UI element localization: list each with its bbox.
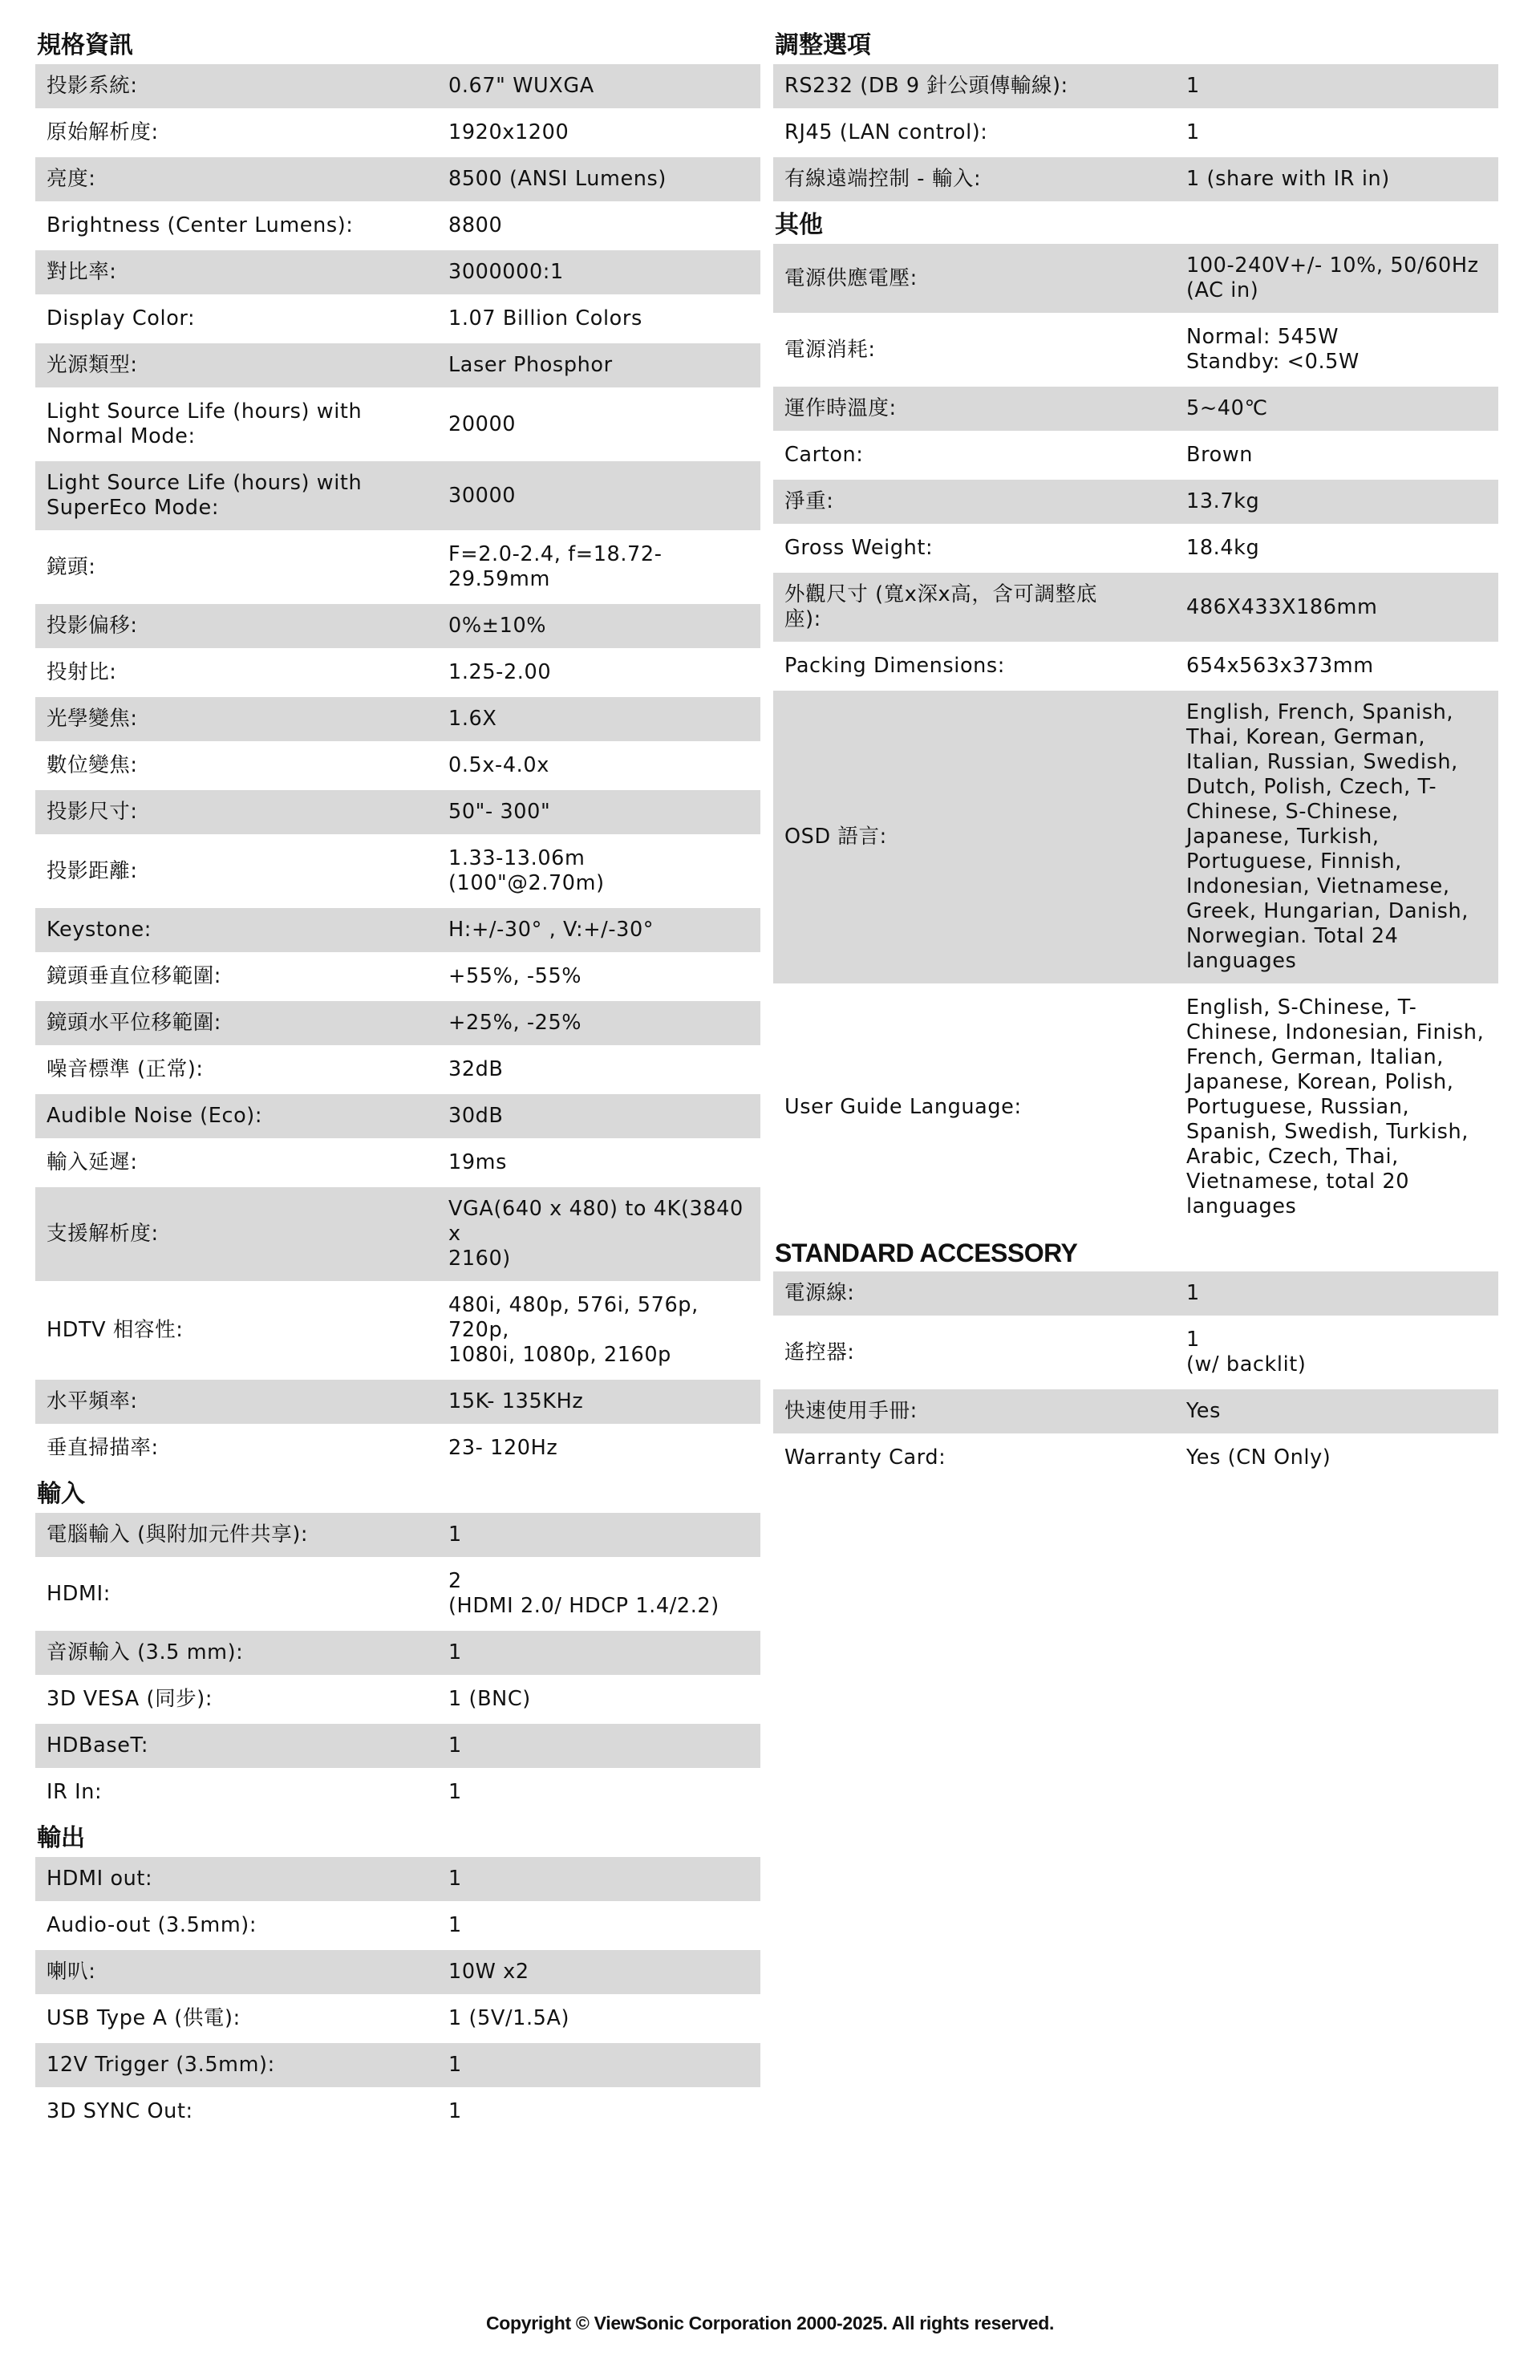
spec-value: 19ms	[437, 1140, 760, 1186]
spec-label: Warranty Card:	[773, 1435, 1175, 1482]
spec-label: 有線遠端控制 - 輸入:	[773, 156, 1175, 203]
spec-row	[35, 1630, 760, 1677]
spec-value: 654x563x373mm	[1175, 643, 1498, 690]
spec-label: HDMI out:	[35, 1857, 437, 1903]
left-column	[35, 24, 760, 2136]
left-section-2	[35, 1817, 760, 2136]
spec-value: 18.4kg	[1175, 525, 1498, 572]
spec-value: English, S-Chinese, T- Chinese, Indonesian, Finish, French, German, Italian, Japanese, Korean, Polish, Portuguese, Russian, Spanish, Swedish, Turkish, Arabic, Czech, Thai, Vietnamese, total 20 languages	[1175, 985, 1498, 1231]
spec-value: Yes	[1175, 1389, 1498, 1435]
spec-row	[35, 1140, 760, 1186]
spec-value: 13.7kg	[1175, 479, 1498, 525]
spec-label: OSD 語言:	[773, 690, 1175, 985]
spec-row	[35, 1093, 760, 1140]
spec-value: 2 (HDMI 2.0/ HDCP 1.4/2.2)	[437, 1559, 760, 1630]
spec-row	[35, 2042, 760, 2089]
spec-row	[35, 389, 760, 460]
right-section-2	[773, 1231, 1498, 1482]
spec-label: Packing Dimensions:	[773, 643, 1175, 690]
spec-label: 垂直掃描率:	[35, 1425, 437, 1472]
spec-row	[35, 743, 760, 789]
spec-value: 3000000:1	[437, 249, 760, 296]
spec-row	[35, 156, 760, 203]
spec-label: Keystone:	[35, 907, 437, 954]
spec-value: 1.07 Billion Colors	[437, 296, 760, 343]
spec-label: 光源類型:	[35, 343, 437, 389]
spec-label: 外觀尺寸 (寬x深x高，含可調整底 座):	[773, 572, 1175, 643]
spec-label: 喇叭:	[35, 1949, 437, 1996]
spec-label: 投影系統:	[35, 64, 437, 110]
spec-row	[35, 1186, 760, 1283]
spec-label: 電腦輸入 (與附加元件共享):	[35, 1513, 437, 1559]
spec-label: 鏡頭水平位移範圍:	[35, 1000, 437, 1047]
spec-row	[35, 603, 760, 650]
spec-label: Light Source Life (hours) with SuperEco Mode:	[35, 460, 437, 532]
spec-value: 1.25-2.00	[437, 650, 760, 696]
spec-value: 1	[437, 1630, 760, 1677]
copyright-footer: Copyright © ViewSonic Corporation 2000-2025. All rights reserved.	[485, 2313, 1055, 2333]
spec-label: 電源供應電壓:	[773, 244, 1175, 314]
spec-value: 8500 (ANSI Lumens)	[437, 156, 760, 203]
spec-row	[773, 110, 1498, 156]
spec-value: 1 (share with IR in)	[1175, 156, 1498, 203]
spec-row	[35, 343, 760, 389]
spec-value: 1	[437, 1770, 760, 1816]
spec-label: User Guide Language:	[773, 985, 1175, 1231]
spec-row	[35, 1425, 760, 1472]
spec-label: RS232 (DB 9 針公頭傳輸線):	[773, 64, 1175, 110]
spec-value: Yes (CN Only)	[1175, 1435, 1498, 1482]
spec-row	[773, 525, 1498, 572]
spec-row	[773, 985, 1498, 1231]
spec-label: 投影偏移:	[35, 603, 437, 650]
spec-label: 投射比:	[35, 650, 437, 696]
spec-row	[35, 1903, 760, 1949]
spec-label: HDTV 相容性:	[35, 1283, 437, 1379]
spec-value: 0.67" WUXGA	[437, 64, 760, 110]
spec-value: 1 (5V/1.5A)	[437, 1996, 760, 2042]
spec-row	[773, 1435, 1498, 1482]
spec-value: 32dB	[437, 1047, 760, 1093]
spec-label: 鏡頭垂直位移範圍:	[35, 954, 437, 1000]
spec-label: 淨重:	[773, 479, 1175, 525]
spec-value: 1920x1200	[437, 110, 760, 156]
spec-label: 快速使用手冊:	[773, 1389, 1175, 1435]
spec-row	[35, 1283, 760, 1379]
spec-value: 1	[437, 1723, 760, 1770]
spec-label: HDMI:	[35, 1559, 437, 1630]
spec-row	[35, 1949, 760, 1996]
spec-row	[773, 479, 1498, 525]
spec-table	[35, 1513, 760, 1817]
spec-value: H:+/-30° , V:+/-30°	[437, 907, 760, 954]
spec-row	[35, 2089, 760, 2135]
spec-row	[773, 432, 1498, 479]
spec-table	[773, 64, 1498, 204]
spec-label: 鏡頭:	[35, 532, 437, 603]
spec-value: 0.5x-4.0x	[437, 743, 760, 789]
spec-row	[35, 1513, 760, 1559]
spec-value: 5~40℃	[1175, 386, 1498, 432]
spec-label: HDBaseT:	[35, 1723, 437, 1770]
spec-value: 1	[1175, 1271, 1498, 1317]
spec-label: 遙控器:	[773, 1317, 1175, 1389]
spec-value: 20000	[437, 389, 760, 460]
spec-label: 輸入延遲:	[35, 1140, 437, 1186]
right-section-1	[773, 204, 1498, 1231]
spec-table	[35, 1857, 760, 2136]
spec-value: English, French, Spanish, Thai, Korean, German, Italian, Russian, Swedish, Dutch, Polish, Czech, T- Chinese, S-Chinese, Japanese, Turkish, Portuguese, Finnish, Indonesian, Vietnamese, Greek, Hungarian, Danish, Norwegian. Total 24 languages	[1175, 690, 1498, 985]
spec-value: 50"- 300"	[437, 789, 760, 836]
spec-row	[35, 532, 760, 603]
spec-table	[773, 1271, 1498, 1482]
spec-value: Normal: 545W Standby: <0.5W	[1175, 314, 1498, 386]
spec-row	[35, 836, 760, 907]
spec-value: 480i, 480p, 576i, 576p, 720p, 1080i, 1080p, 2160p	[437, 1283, 760, 1379]
section-title: 輸出	[37, 1824, 85, 1852]
spec-value: F=2.0-2.4, f=18.72-29.59mm	[437, 532, 760, 603]
left-section-0	[35, 24, 760, 1473]
spec-value: Laser Phosphor	[437, 343, 760, 389]
spec-label: 運作時溫度:	[773, 386, 1175, 432]
spec-label: 噪音標準 (正常):	[35, 1047, 437, 1093]
spec-label: Brightness (Center Lumens):	[35, 203, 437, 249]
spec-row	[773, 1389, 1498, 1435]
spec-label: 電源消耗:	[773, 314, 1175, 386]
section-title: STANDARD ACCESSORY	[775, 1239, 1078, 1267]
spec-value: 1	[437, 1903, 760, 1949]
spec-row	[35, 696, 760, 743]
spec-row	[773, 244, 1498, 314]
spec-value: 0%±10%	[437, 603, 760, 650]
right-section-0	[773, 24, 1498, 204]
spec-value: 1	[437, 2089, 760, 2135]
spec-row	[35, 203, 760, 249]
spec-row	[35, 64, 760, 110]
section-title: 調整選項	[775, 31, 871, 59]
spec-label: Audio-out (3.5mm):	[35, 1903, 437, 1949]
spec-label: 電源線:	[773, 1271, 1175, 1317]
spec-value: 1	[437, 1857, 760, 1903]
section-title: 規格資訊	[37, 31, 133, 59]
spec-label: 水平頻率:	[35, 1379, 437, 1425]
spec-row	[773, 314, 1498, 386]
spec-table	[35, 64, 760, 1473]
spec-value: 1	[1175, 110, 1498, 156]
spec-value: 1 (BNC)	[437, 1677, 760, 1723]
spec-row	[35, 1996, 760, 2042]
spec-row	[35, 1047, 760, 1093]
spec-row	[35, 789, 760, 836]
spec-value: 1	[1175, 64, 1498, 110]
spec-row	[35, 650, 760, 696]
spec-value: 23- 120Hz	[437, 1425, 760, 1472]
spec-label: 光學變焦:	[35, 696, 437, 743]
spec-row	[773, 572, 1498, 643]
spec-value: +55%, -55%	[437, 954, 760, 1000]
spec-label: 投影距離:	[35, 836, 437, 907]
spec-row	[35, 1770, 760, 1816]
section-title: 其他	[775, 211, 823, 239]
spec-value: 1.33-13.06m (100"@2.70m)	[437, 836, 760, 907]
spec-row	[35, 1000, 760, 1047]
spec-value: 486X433X186mm	[1175, 572, 1498, 643]
spec-row	[773, 156, 1498, 203]
spec-label: Gross Weight:	[773, 525, 1175, 572]
spec-row	[35, 954, 760, 1000]
spec-row	[35, 460, 760, 532]
spec-label: RJ45 (LAN control):	[773, 110, 1175, 156]
spec-label: 對比率:	[35, 249, 437, 296]
spec-row	[35, 296, 760, 343]
spec-value: 1.6X	[437, 696, 760, 743]
right-column	[773, 24, 1498, 1482]
spec-label: 亮度:	[35, 156, 437, 203]
spec-row	[773, 1317, 1498, 1389]
spec-value: 100-240V+/- 10%, 50/60Hz (AC in)	[1175, 244, 1498, 314]
spec-row	[35, 907, 760, 954]
spec-value: VGA(640 x 480) to 4K(3840 x 2160)	[437, 1186, 760, 1283]
section-title: 輸入	[37, 1480, 85, 1508]
spec-label: 3D SYNC Out:	[35, 2089, 437, 2135]
spec-label: 12V Trigger (3.5mm):	[35, 2042, 437, 2089]
spec-row	[35, 249, 760, 296]
spec-value: 10W x2	[437, 1949, 760, 1996]
spec-label: 3D VESA (同步):	[35, 1677, 437, 1723]
spec-label: 支援解析度:	[35, 1186, 437, 1283]
spec-row	[35, 1677, 760, 1723]
spec-value: 30dB	[437, 1093, 760, 1140]
spec-row	[773, 386, 1498, 432]
spec-label: Light Source Life (hours) with Normal Mode:	[35, 389, 437, 460]
spec-value: 1	[437, 1513, 760, 1559]
spec-row	[773, 690, 1498, 985]
spec-row	[35, 1723, 760, 1770]
spec-value: 30000	[437, 460, 760, 532]
spec-value: 1	[437, 2042, 760, 2089]
spec-value: 8800	[437, 203, 760, 249]
spec-value: 15K- 135KHz	[437, 1379, 760, 1425]
spec-label: IR In:	[35, 1770, 437, 1816]
spec-value: +25%, -25%	[437, 1000, 760, 1047]
spec-value: Brown	[1175, 432, 1498, 479]
spec-row	[773, 64, 1498, 110]
spec-row	[35, 110, 760, 156]
spec-row	[35, 1857, 760, 1903]
spec-row	[35, 1559, 760, 1630]
spec-label: Carton:	[773, 432, 1175, 479]
spec-label: Audible Noise (Eco):	[35, 1093, 437, 1140]
spec-row	[35, 1379, 760, 1425]
spec-label: Display Color:	[35, 296, 437, 343]
spec-label: 投影尺寸:	[35, 789, 437, 836]
left-section-1	[35, 1473, 760, 1817]
spec-label: 數位變焦:	[35, 743, 437, 789]
spec-label: 音源輸入 (3.5 mm):	[35, 1630, 437, 1677]
spec-table	[773, 244, 1498, 1231]
spec-value: 1 (w/ backlit)	[1175, 1317, 1498, 1389]
spec-label: 原始解析度:	[35, 110, 437, 156]
spec-label: USB Type A (供電):	[35, 1996, 437, 2042]
spec-row	[773, 1271, 1498, 1317]
spec-row	[773, 643, 1498, 690]
